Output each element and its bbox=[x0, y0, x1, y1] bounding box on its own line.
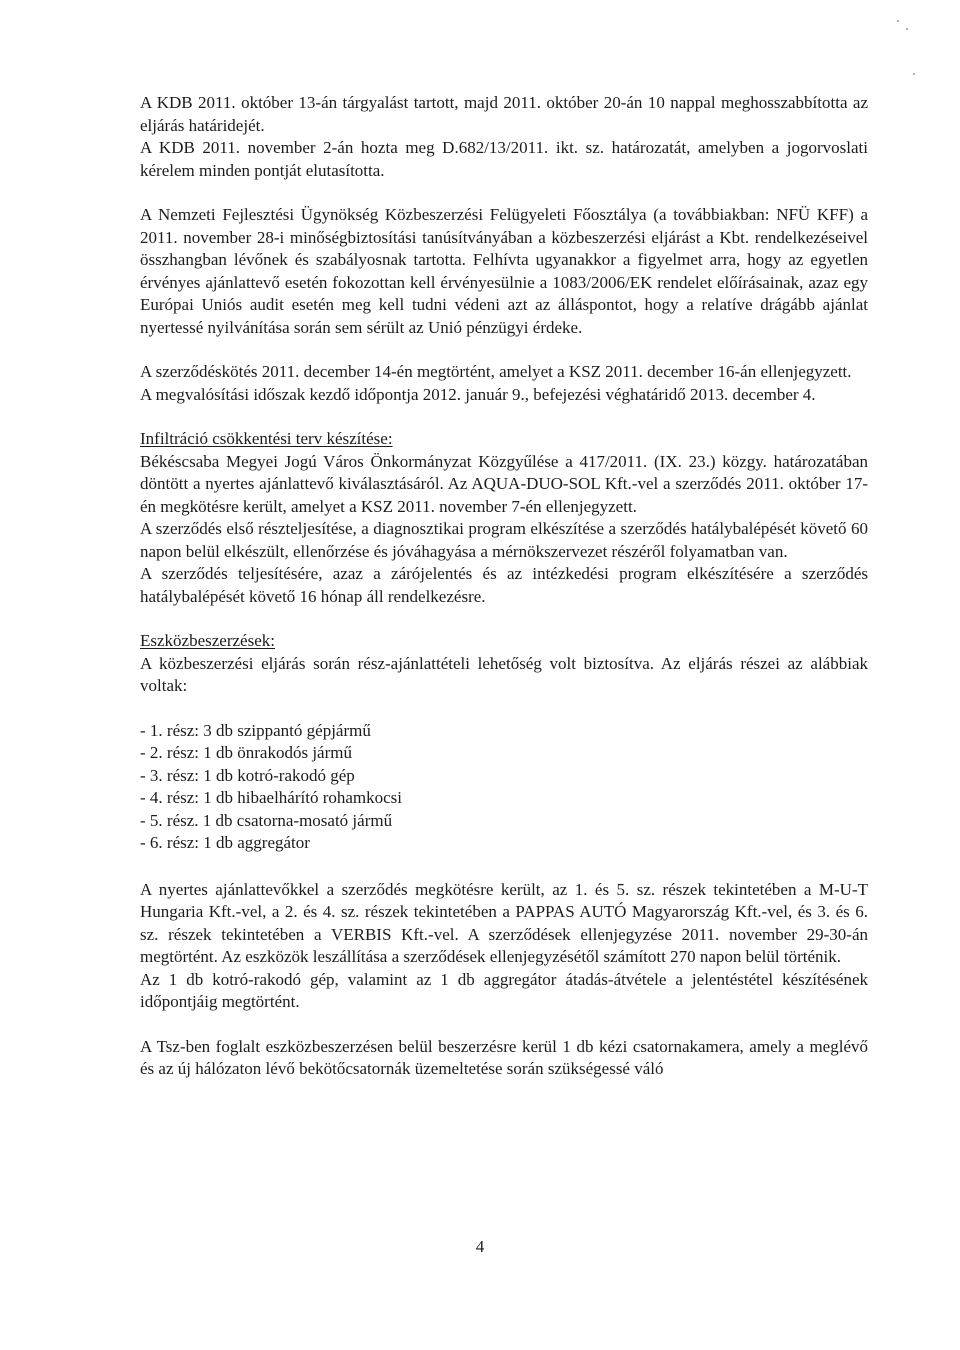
page-number: 4 bbox=[475, 1237, 485, 1256]
paragraph-nfu-kff: A Nemzeti Fejlesztési Ügynökség Közbeszerzési Felügyeleti Főosztálya (a továbbiakban: NFÜ KFF) a 2011. november 28-i minőségbiztosítási tanúsítványában a közbeszerzési eljárást a Kbt. rendelkezéseivel összhangban lévőnek és szabályosnak tartotta. Felhívta ugyanakkor a figyelmet arra, hogy az egyetlen érvényes ajánlattevő esetén fokozottan kell érvényesülnie a 1083/2006/EK rendelet előírásainak, azaz egy Európai Uniós audit esetén meg kell tudni védeni azt az álláspontot, hogy a relatíve drágább ajánlat nyertessé nyilvánítása során sem sérült az Unió pénzügyi érdeke. bbox=[140, 205, 868, 337]
scan-speck bbox=[897, 20, 899, 22]
paragraph-gap bbox=[140, 182, 868, 204]
document-body bbox=[140, 92, 868, 1081]
section-heading-equipment: Eszközbeszerzések: bbox=[140, 631, 275, 650]
procurement-parts-list bbox=[140, 720, 868, 855]
paragraph-gap bbox=[140, 406, 868, 428]
paragraph-gap bbox=[140, 1014, 868, 1036]
paragraph-sewer-camera: A Tsz-ben foglalt eszközbeszerzésen belül beszerzésre kerül 1 db kézi csatornakamera, amely a meglévő és az új hálózaton lévő bekötőcsatornák üzemeltetése során szükségessé váló bbox=[140, 1036, 868, 1078]
section-heading-infiltration: Infiltráció csökkentési terv készítése: bbox=[140, 429, 393, 448]
paragraph-contract-signing: A szerződéskötés 2011. december 14-én megtörtént, amelyet a KSZ 2011. december 16-án ellenjegyzett. bbox=[140, 362, 852, 381]
paragraph-gap bbox=[140, 339, 868, 361]
paragraph-contract-fulfilment: A szerződés teljesítésére, azaz a zárójelentés és az intézkedési program elkészítésére a szerződés hatálybalépését követő 16 hónap áll rendelkezésre. bbox=[140, 564, 868, 606]
paragraph-council-decision: Békéscsaba Megyei Jogú Város Önkormányzat Közgyűlése a 417/2011. (IX. 23.) közgy. határozatában döntött a nyertes ajánlattevő kiválasztásáról. Az AQUA-DUO-SOL Kft.-vel a szerződés 2011. október 17-én megkötésre került, amelyet a KSZ 2011. november 7-én ellenjegyzett. bbox=[140, 451, 868, 516]
paragraph-kdb-hearing: A KDB 2011. október 13-án tárgyalást tartott, majd 2011. október 20-án 10 nappal meghosszabbította az eljárás határidejét. bbox=[140, 93, 868, 135]
list-item: - 5. rész. 1 db csatorna-mosató jármű bbox=[140, 810, 393, 830]
paragraph-gap bbox=[140, 855, 868, 879]
paragraph-handover: Az 1 db kotró-rakodó gép, valamint az 1 db aggregátor átadás-átvétele a jelentéstétel készítésének időpontjáig megtörtént. bbox=[140, 969, 868, 1011]
paragraph-kdb-decision: A KDB 2011. november 2-án hozta meg D.682/13/2011. ikt. sz. határozatát, amelyben a jogorvoslati kérelem minden pontját elutasította. bbox=[140, 138, 868, 180]
list-item: - 6. rész: 1 db aggregátor bbox=[140, 833, 310, 852]
scan-speck bbox=[906, 28, 908, 30]
paragraph-first-performance: A szerződés első részteljesítése, a diagnosztikai program elkészítése a szerződés hatálybalépését követő 60 napon belül elkészült, ellenőrzése és jóváhagyása a mérnökszervezet részéről folyamatban van. bbox=[140, 519, 868, 561]
paragraph-gap bbox=[140, 608, 868, 630]
paragraph-implementation-period: A megvalósítási időszak kezdő időpontja 2012. január 9., befejezési véghatáridő 2013. december 4. bbox=[140, 384, 816, 404]
paragraph-gap bbox=[140, 698, 868, 720]
scan-speck bbox=[913, 73, 915, 75]
list-item: - 1. rész: 3 db szippantó gépjármű bbox=[140, 720, 371, 740]
list-item: - 2. rész: 1 db önrakodós jármű bbox=[140, 743, 352, 762]
list-item: - 4. rész: 1 db hibaelhárító rohamkocsi bbox=[140, 788, 403, 807]
paragraph-winning-bidders: A nyertes ajánlattevőkkel a szerződés megkötésre került, az 1. és 5. sz. részek tekintetében a M-U-T Hungaria Kft.-vel, a 2. és 4. sz. részek tekintetében a PAPPAS AUTÓ Magyarország Kft.-vel, és 3. és 6. sz. részek tekintetében a VERBIS Kft.-vel. A szerződések ellenjegyzése 2011. november 29-30-án megtörtént. Az eszközök leszállítása a szerződések ellenjegyzésétől számított 270 napon belül történik. bbox=[140, 879, 868, 966]
list-item: - 3. rész: 1 db kotró-rakodó gép bbox=[140, 765, 355, 785]
paragraph-procurement-parts: A közbeszerzési eljárás során rész-ajánlattételi lehetőség volt biztosítva. Az eljárás részei az alábbiak voltak: bbox=[140, 653, 868, 695]
